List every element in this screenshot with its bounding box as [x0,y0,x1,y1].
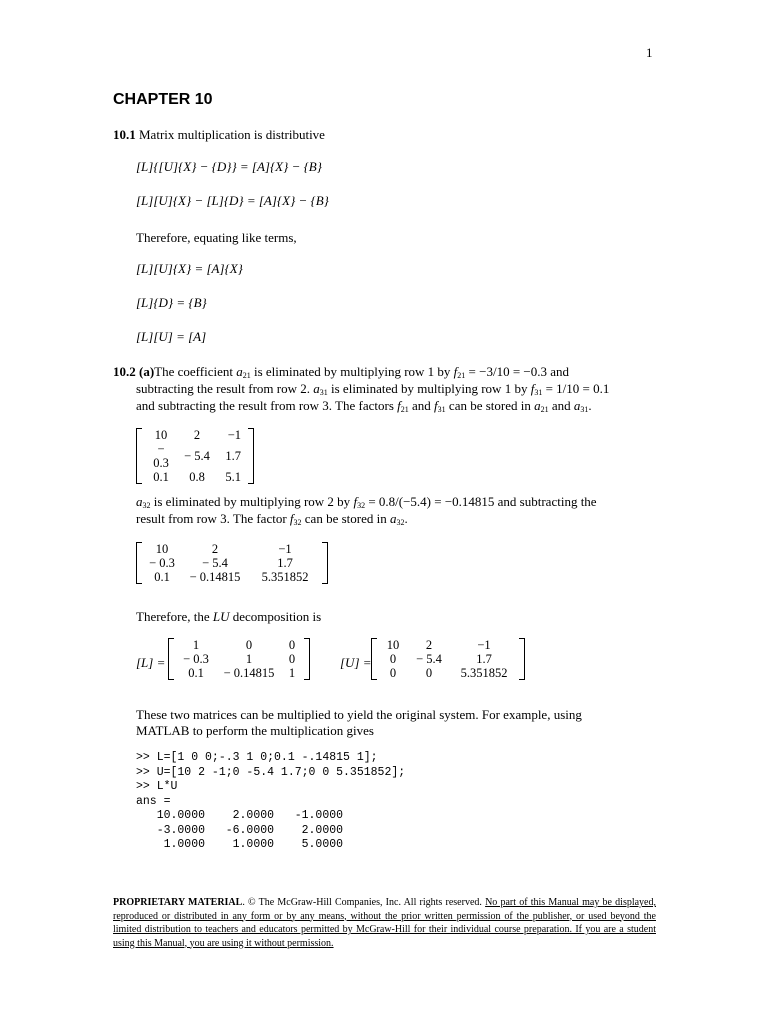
equation-1: [L]{[U]{X} − {D}} = [A]{X} − {B} [136,159,322,174]
text: Therefore, the [136,609,213,624]
matrix-cell: − 5.4 [184,449,210,463]
section-label: 10.2 [113,364,136,379]
symbol: f [289,511,294,526]
matrix-cell: 0 [288,638,296,652]
matrix-cell: 1 [288,666,296,680]
matrix-cell: 0.1 [188,666,204,680]
matrix-table [144,542,320,584]
text: is eliminated by multiplying row 1 by [250,364,454,379]
text: decomposition is [229,609,322,624]
text: can be stored in [301,511,390,526]
matrix-step-2 [136,542,328,584]
matrix-cell: 5.1 [225,470,241,484]
symbol: a [313,381,320,396]
text: = 1/10 = 0.1 [542,381,610,396]
text: The coefficient [154,364,237,379]
matrix-cell: 0 [425,666,433,680]
text: subtracting the result from row 2. [136,381,314,396]
symbol: a [534,398,541,413]
text: is eliminated by multiplying row 2 by [150,494,354,509]
equation-5: [L][U] = [A] [136,329,207,344]
matrix-cell: 0 [389,652,397,666]
symbol: LU [212,609,230,624]
therefore-text: Therefore, equating like terms, [136,230,297,245]
matrix-cell: 5.351852 [261,570,309,584]
left-bracket [168,638,174,680]
subscript: 21 [242,371,251,380]
matrix-step-1 [136,428,254,484]
symbol: f [453,364,458,379]
subscript: 31 [580,405,589,414]
code-line: 1.0000 1.0000 5.0000 [136,838,344,851]
symbol: f [530,381,535,396]
section-10-2-line-1 [113,363,569,380]
right-bracket [304,638,310,680]
left-bracket [136,428,142,484]
footer-underlined: No part of this Manual may be displayed, reproduced or distributed in any form or by any means, without the prior written permission of the publisher, or used beyond the limited distribution to teachers and educators permitted by McGraw-Hill for their individual course preparation. If you are a student using this Manual, you are using it without permission. [113,897,656,949]
matrix-cell: 5.351852 [460,666,508,680]
matrix-cell: 1.7 [476,652,492,666]
left-bracket [136,542,142,584]
section-intro: Matrix multiplication is distributive [139,127,325,142]
code-line: 10.0000 2.0000 -1.0000 [136,809,344,822]
matrix-cell: 2 [425,638,433,652]
section-10-2-line-2 [136,380,609,397]
code-line: >> L*U [136,780,178,793]
text: . [588,398,592,413]
matrix-cell: 10 [155,542,169,556]
section-label: 10.1 [113,127,136,142]
symbol: a [573,398,581,413]
matrix-cell: 1 [192,638,200,652]
matrix-cell: 1.7 [225,449,241,463]
u-matrix-label: [U] = [340,655,372,670]
l-matrix [168,638,310,680]
right-bracket [322,542,328,584]
subscript: 32 [293,518,302,527]
subscript: 31 [534,388,543,397]
matrix-cell: 0 [389,666,397,680]
subscript: 31 [319,388,328,397]
para-a32-line-1 [136,493,597,510]
code-line: ans = [136,794,171,808]
code-line: -3.0000 -6.0000 2.0000 [136,823,344,837]
matrix-cell: 0.8 [189,470,205,484]
left-bracket [371,638,377,680]
matrix-cell: − 0.14815 [189,570,241,584]
matrix-cell: − 0.3 [153,442,169,470]
equation-2: [L][U]{X} − [L]{D} = [A]{X} − {B} [136,193,329,208]
text: can be stored in [445,398,535,413]
matrix-cell: 10 [386,638,400,652]
matrix-table [379,638,517,680]
equation-4: [L]{D} = {B} [136,295,207,310]
matrix-cell: 0 [245,638,253,652]
u-matrix [371,638,525,680]
subscript: 21 [400,405,409,414]
text: and [548,398,574,413]
subscript: 32 [142,501,151,510]
subscript: 31 [437,405,446,414]
code-line: >> L=[1 0 0;-.3 1 0;0.1 -.14815 1]; [136,751,378,764]
right-bracket [519,638,525,680]
subscript: 32 [396,518,405,527]
code-line: >> U=[10 2 -1;0 -5.4 1.7;0 0 5.351852]; [136,765,406,779]
matrix-cell: − 5.4 [416,652,442,666]
matlab-code-block [136,751,405,853]
symbol: f [434,398,438,413]
matrix-cell: −1 [227,428,241,442]
symbol: f [353,494,358,509]
multiply-text-line-2: MATLAB to perform the multiplication gives [136,723,374,738]
matrix-cell: 0 [288,652,296,666]
matrix-cell: −1 [477,638,491,652]
text: . [404,511,408,526]
matrix-cell: 2 [193,428,201,442]
footer-plain: . © The McGraw-Hill Companies, Inc. All rights reserved. [242,897,486,908]
matrix-cell: 10 [154,428,168,442]
text: is eliminated by multiplying row 1 by [327,381,531,396]
text: = −3/10 = −0.3 and [465,364,570,379]
section-10-2-line-3 [136,397,592,414]
matrix-cell: 1.7 [277,556,293,570]
symbol: f [397,398,401,413]
symbol: a [136,494,143,509]
matrix-cell: 0.1 [154,570,170,584]
matrix-cell: 2 [211,542,219,556]
lu-intro [136,608,321,625]
part-label: (a) [139,364,155,379]
matrix-cell: − 0.3 [149,556,175,570]
multiply-text-line-1: These two matrices can be multiplied to yield the original system. For example, using [136,707,582,722]
subscript: 21 [457,371,466,380]
text: and subtracting the result from row 3. The factors [136,398,398,413]
para-a32-line-2 [136,510,408,527]
symbol: a [236,364,243,379]
text: result from row 3. The factor [136,511,290,526]
right-bracket [248,428,254,484]
matrix-cell: −1 [278,542,292,556]
symbol: a [389,511,397,526]
matrix-cell: − 0.3 [183,652,209,666]
matrix-table [144,428,246,484]
matrix-cell: − 0.14815 [223,666,275,680]
section-10-1-heading [113,126,325,143]
footer-bold: PROPRIETARY MATERIAL [113,897,243,908]
page-number: 1 [646,45,653,60]
l-matrix-label: [L] = [136,655,166,670]
subscript: 21 [540,405,549,414]
text: = 0.8/(−5.4) = −0.14815 and subtracting the [365,494,597,509]
text: and [408,398,435,413]
matrix-cell: 1 [245,652,253,666]
chapter-title: CHAPTER 10 [113,91,213,108]
matrix-cell: − 5.4 [202,556,228,570]
matrix-table [176,638,302,680]
subscript: 32 [357,501,366,510]
proprietary-footer [113,896,656,950]
matrix-cell: 0.1 [153,470,169,484]
equation-3: [L][U]{X} = [A]{X} [136,261,243,276]
